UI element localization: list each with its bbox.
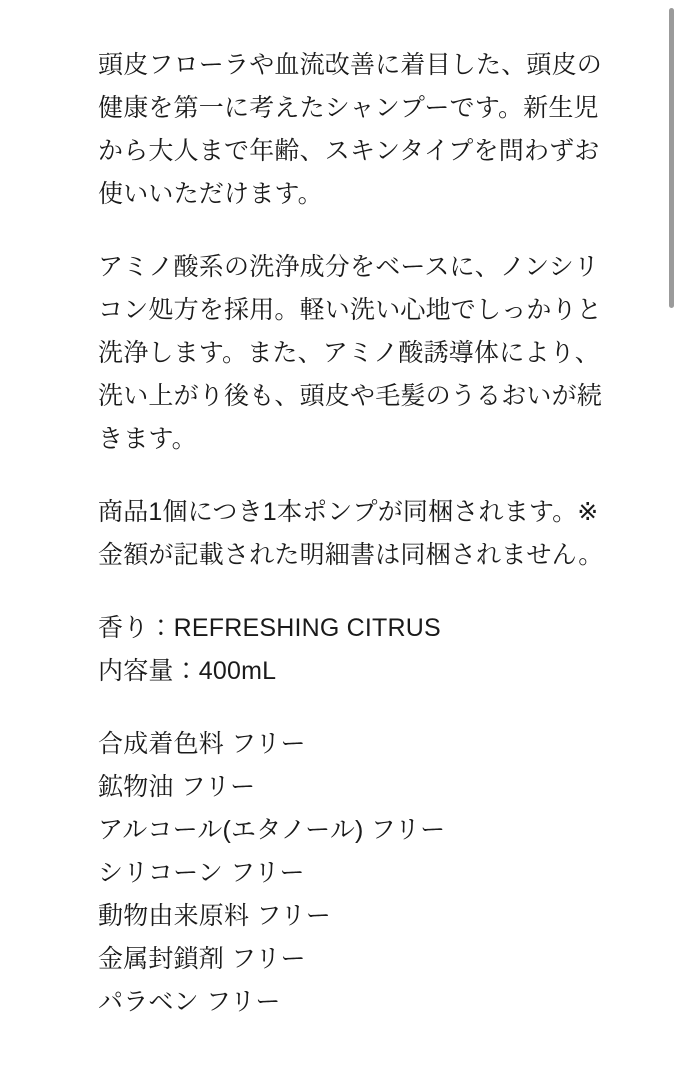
list-item: 動物由来原料 フリー bbox=[98, 902, 331, 930]
paragraph-cleansing-ingredients: アミノ酸系の洗浄成分をベースに、ノンシリコン処方を採用。軽い洗い心地でしっかりと洗浄します。また、アミノ酸誘導体により、洗い上がり後も、頭皮や毛髪のうるおいが続きます。 bbox=[98, 253, 603, 453]
list-item: アルコール(エタノール) フリー bbox=[98, 816, 446, 844]
list-item: 合成着色料 フリー bbox=[98, 730, 306, 758]
list-item: シリコーン フリー bbox=[98, 859, 305, 887]
list-item: 鉱物油 フリー bbox=[98, 773, 256, 801]
spec-block bbox=[98, 607, 618, 693]
scrollbar[interactable] bbox=[665, 0, 677, 1080]
scrollbar-thumb[interactable] bbox=[669, 8, 674, 308]
spec-scent: 香り：REFRESHING CITRUS bbox=[98, 614, 441, 642]
paragraph-packaging-note: 商品1個につき1本ポンプが同梱されます。※金額が記載された明細書は同梱されません。 bbox=[98, 498, 604, 569]
description-content bbox=[98, 44, 618, 1024]
list-item: パラベン フリー bbox=[98, 988, 281, 1016]
list-item: 金属封鎖剤 フリー bbox=[98, 945, 306, 973]
spec-volume: 内容量：400mL bbox=[98, 657, 277, 685]
paragraph-product-overview: 頭皮フローラや血流改善に着目した、頭皮の健康を第一に考えたシャンプーです。新生児から大人まで年齢、スキンタイプを問わずお使いいただけます。 bbox=[98, 51, 603, 208]
free-from-list bbox=[98, 723, 618, 1024]
